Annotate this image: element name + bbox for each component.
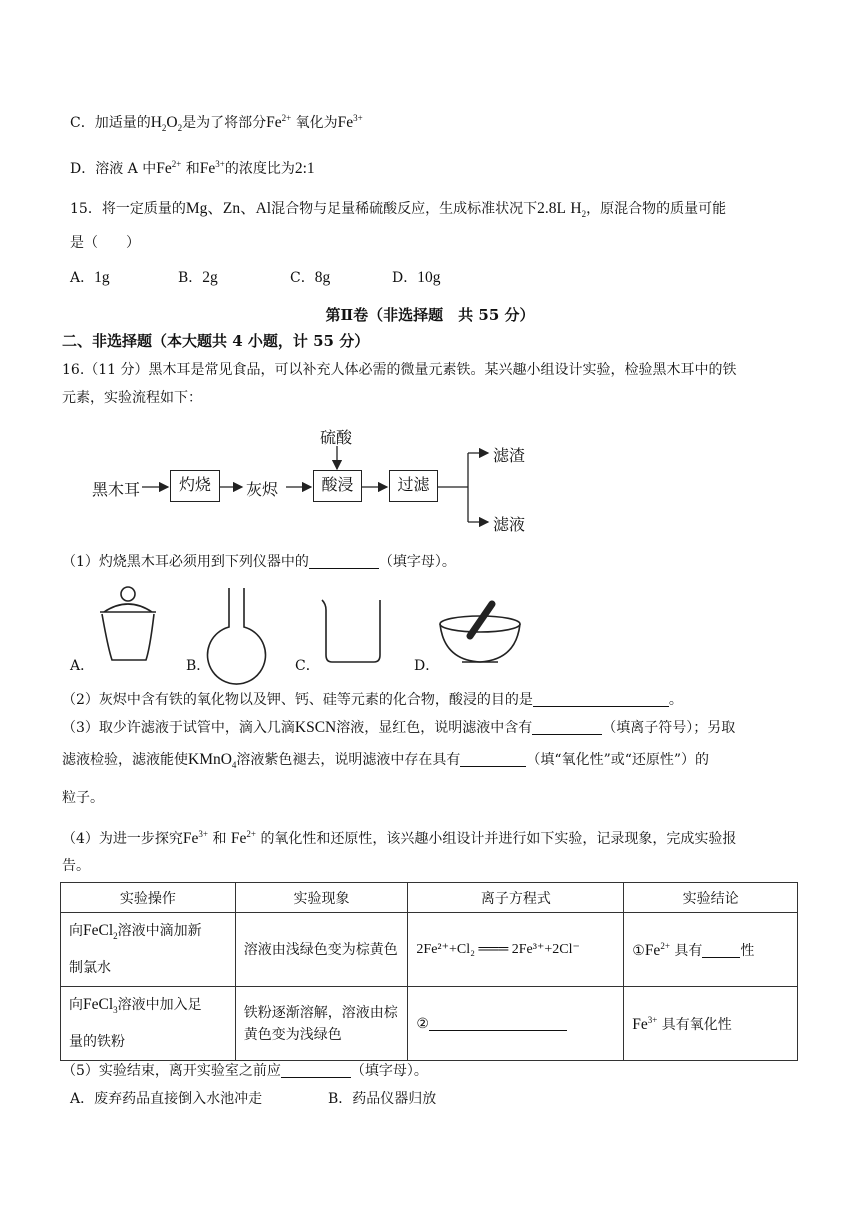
q16-part5-option-a: A．废弃药品直接倒入水池冲走: [70, 1091, 263, 1107]
row1-conclusion: $①Fe^{2+}$ 具有 性: [624, 913, 798, 987]
header-conclusion: 实验结论: [624, 883, 798, 913]
answer-blank-5[interactable]: [702, 943, 740, 958]
mortar-pestle-icon: [440, 604, 520, 662]
row1-equation: 2Fe²⁺+Cl₂ ═══ 2Fe³⁺+2Cl⁻: [408, 913, 624, 987]
flow-ash: 灰烬: [246, 480, 279, 499]
beaker-icon: [322, 600, 380, 662]
flow-start: 黑木耳: [92, 480, 141, 499]
row1-operation: 向FeCl$_2$溶液中滴加新 制氯水: [61, 913, 236, 987]
section-title: 第Ⅱ卷（非选择题 共 55 分）: [325, 306, 535, 324]
flow-residue: 滤渣: [493, 446, 526, 465]
header-phenomenon: 实验现象: [235, 883, 408, 913]
q16-part4: （4）为进一步探究$Fe^{3+}$ 和 $Fe^{2+}$ 的氧化性和还原性，该兴趣小组设计并进行如下实验，记录现象，完成实验报: [62, 829, 737, 848]
instrument-label-a: A．: [70, 658, 95, 674]
flow-step-acid: 酸浸: [313, 470, 362, 502]
row2-equation: ②: [408, 987, 624, 1061]
q14-option-d: D．溶液 A 中$Fe^{2+}$ 和$Fe^{3+}$的浓度比为2:1: [70, 159, 315, 178]
table-row: [61, 913, 798, 987]
row2-phenomenon: 铁粉逐渐溶解，溶液由棕黄色变为浅绿色: [235, 987, 408, 1061]
q16-part4-cont: 告。: [62, 858, 90, 874]
q16-part3: （3）取少许滤液于试管中，滴入几滴KSCN溶液，显红色，说明滤液中含有 （填离子符号）；另取: [62, 719, 736, 736]
table-row: [61, 987, 798, 1061]
q16-part1: （1）灼烧黑木耳必须用到下列仪器中的 （填字母）。: [62, 554, 456, 570]
table-header-row: [61, 883, 798, 913]
answer-blank-2[interactable]: [533, 692, 669, 707]
flask-icon: [208, 588, 266, 684]
instrument-label-b: B．: [186, 658, 211, 674]
q15-option-a: A．1g: [70, 269, 110, 286]
experiment-table: [60, 882, 798, 1061]
q15-option-b: B．2g: [178, 269, 218, 286]
answer-blank-4[interactable]: [460, 752, 526, 767]
q15-option-d: D．10g: [392, 269, 441, 286]
row2-operation: 向FeCl$_3$溶液中加入足 量的铁粉: [61, 987, 236, 1061]
header-operation: 实验操作: [61, 883, 236, 913]
answer-blank-6[interactable]: [429, 1016, 567, 1031]
q16-part5: （5）实验结束，离开实验室之前应 （填字母）。: [62, 1063, 428, 1079]
q16-intro-cont: 元素，实验流程如下：: [62, 390, 202, 406]
q16-part5-option-b: B．药品仪器归放: [328, 1091, 437, 1107]
q15-stem-cont: 是（ ）: [70, 235, 140, 251]
answer-blank-7[interactable]: [281, 1063, 351, 1078]
q16-part3-end: 粒子。: [62, 790, 104, 806]
section-heading: 二、非选择题（本大题共 4 小题，计 55 分）: [62, 332, 370, 350]
answer-blank-3[interactable]: [532, 720, 602, 735]
q16-intro: 16.（11 分）黑木耳是常见食品，可以补充人体必需的微量元素铁。某兴趣小组设计实验，检验黑木耳中的铁: [62, 362, 737, 378]
flow-step-burn: 灼烧: [170, 470, 220, 502]
q15-option-c: C．8g: [290, 269, 331, 286]
q15-stem: 15．将一定质量的Mg、Zn、Al混合物与足量稀硫酸反应，生成标准状况下2.8L $H_2$，原混合物的质量可能: [70, 200, 727, 220]
instrument-label-c: C．: [295, 658, 320, 674]
q16-part5-options: [70, 1089, 436, 1109]
flow-filtrate: 滤液: [493, 515, 526, 534]
row2-conclusion: $Fe^{3+}$ 具有氧化性: [624, 987, 798, 1061]
instrument-label-d: D．: [414, 658, 440, 674]
q14-option-c: C．加适量的$H_2O_2$是为了将部分$Fe^{2+}$ 氧化为$Fe^{3+}$: [70, 113, 363, 134]
row1-phenomenon: 溶液由浅绿色变为棕黄色: [235, 913, 408, 987]
q16-part2: （2）灰烬中含有铁的氧化物以及钾、钙、硅等元素的化合物，酸浸的目的是 。: [62, 692, 683, 708]
header-equation: 离子方程式: [408, 883, 624, 913]
flow-step-filter: 过滤: [389, 470, 438, 502]
q16-part3-cont: 滤液检验，滤液能使KMnO$_4$溶液紫色褪去，说明滤液中存在具有 （填“氧化性”或“还原性”）的: [62, 751, 710, 771]
flow-reagent: 硫酸: [320, 428, 353, 447]
crucible-icon: [100, 587, 156, 660]
